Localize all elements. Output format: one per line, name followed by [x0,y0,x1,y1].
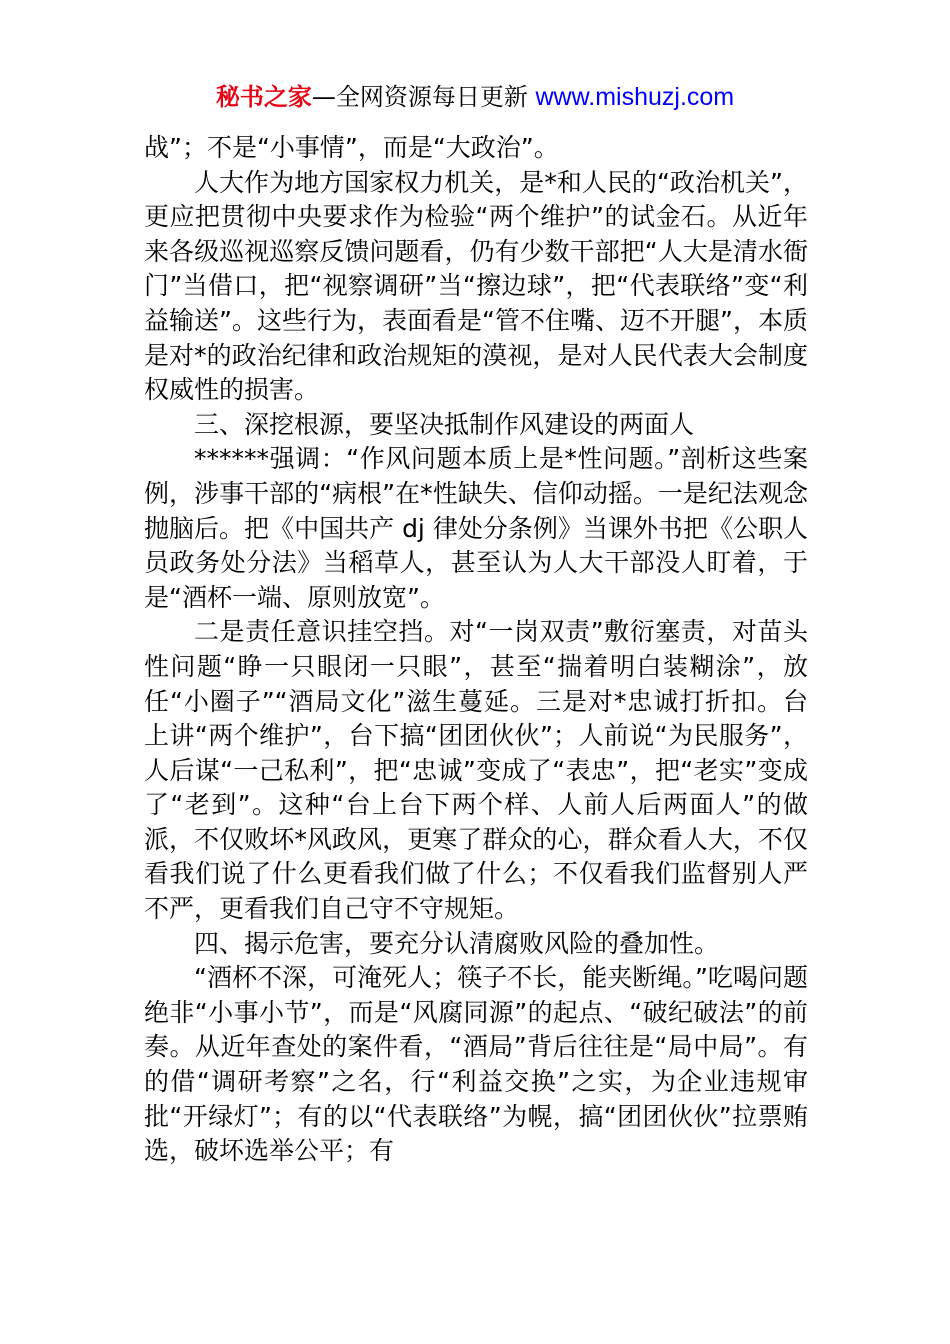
paragraph: ******强调：“作风问题本质上是*性问题。”剖析这些案例，涉事干部的“病根”在*性缺失、信仰动摇。一是纪法观念抛脑后。把《中国共产 dj 律处分条例》当课外书把《公职人员政务处分法》当稻草人，甚至认为人大干部没人盯着，于是“酒杯一端、原则放宽”。 [144,444,808,612]
paragraph: 二是责任意识挂空挡。对“一岗双责”敷衍塞责，对苗头性问题“睁一只眼闭一只眼”，甚至“揣着明白装糊涂”，放任“小圈子”“酒局文化”滋生蔓延。三是对*忠诚打折扣。台上讲“两个维护”，台下搞“团团伙伙”；人前说“为民服务”，人后谋“一己私利”，把“忠诚”变成了“表忠”，把“老实”变成了“老到”。这种“台上台下两个样、人前人后两面人”的做派，不仅败坏*风政风，更寒了群众的心，群众看人大，不仅看我们说了什么更看我们做了什么；不仅看我们监督别人严不严，更看我们自己守不守规矩。 [144,617,808,924]
page-header [0,80,950,114]
section-heading-3: 三、深挖根源，要坚决抵制作风建设的两面人 [194,409,695,439]
header-tagline: —全网资源每日更新 [311,83,536,111]
paragraph: “酒杯不深，可淹死人；筷子不长，能夹断绳。”吃喝问题绝非“小事小节”，而是“风腐同源”的起点、“破纪破法”的前奏。从近年查处的案件看，“酒局”背后往往是“局中局”。有的借“调研考察”之名，行“利益交换”之实，为企业违规审批“开绿灯”；有的以“代表联络”为幌，搞“团团伙伙”拉票贿选，破坏选举公平；有 [144,963,808,1166]
paragraph-continuation: 战”；不是“小事情”，而是“大政治”。 [144,133,559,162]
document-body [144,131,808,1169]
section-heading-4: 四、揭示危害，要充分认清腐败风险的叠加性。 [194,928,720,958]
site-url[interactable]: www.mishuzj.com [535,83,735,111]
brand-name: 秘书之家 [215,83,312,111]
paragraph: 人大作为地方国家权力机关，是*和人民的“政治机关”，更应把贯彻中央要求作为检验“两个维护”的试金石。从近年来各级巡视巡察反馈问题看，仍有少数干部把“人大是清水衙门”当借口，把“视察调研”当“擦边球”，把“代表联络”变“利益输送”。这些行为，表面看是“管不住嘴、迈不开腿”，本质是对*的政治纪律和政治规矩的漠视，是对人民代表大会制度权威性的损害。 [144,167,808,405]
